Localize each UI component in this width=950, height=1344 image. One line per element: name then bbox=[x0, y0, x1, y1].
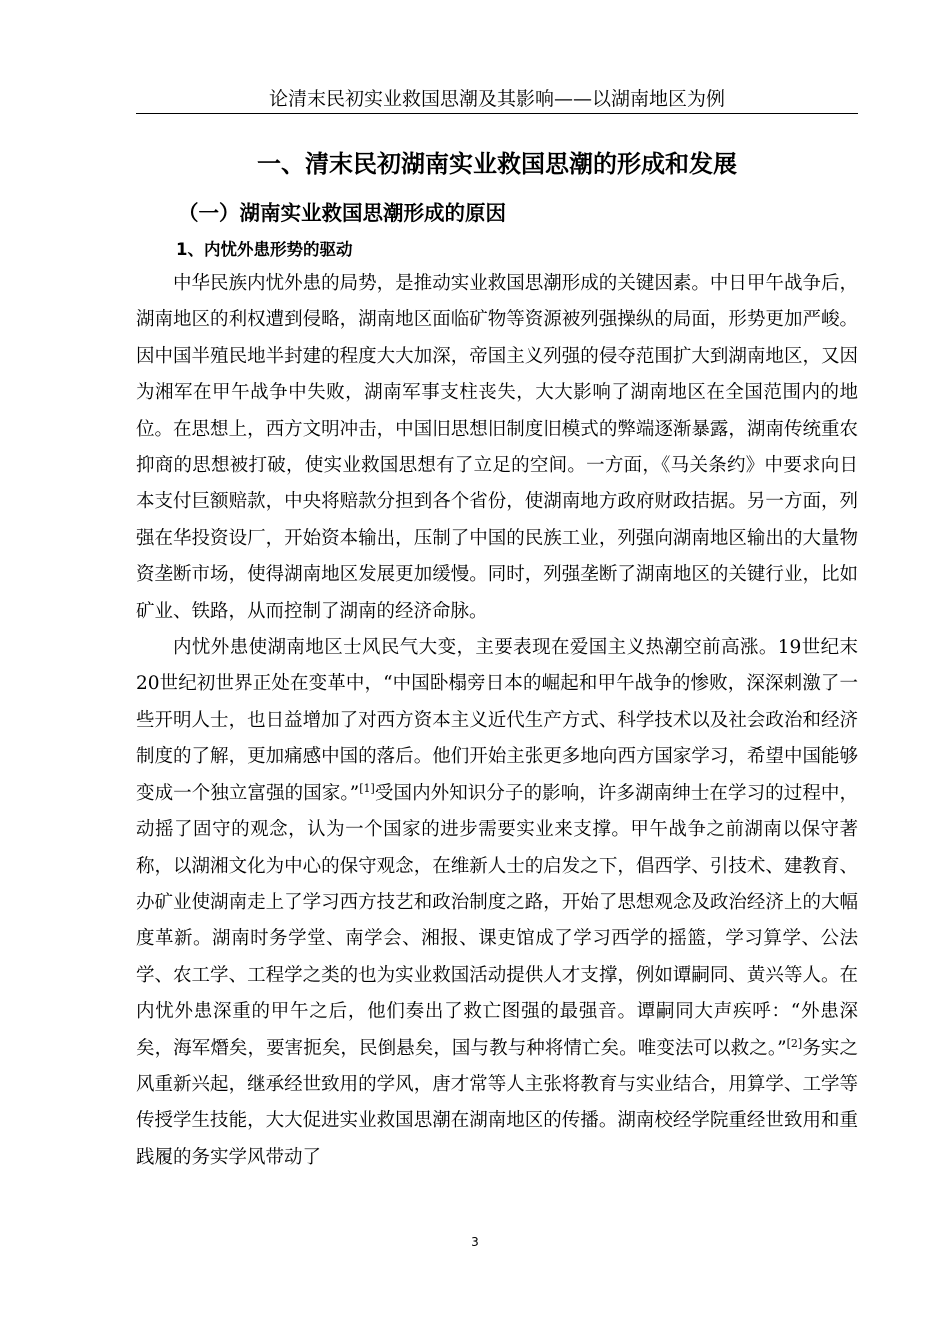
chapter-title: 一、清末民初湖南实业救国思潮的形成和发展 bbox=[257, 150, 737, 178]
header-divider bbox=[136, 113, 858, 114]
paragraph-1: 中华民族内忧外患的局势，是推动实业救国思潮形成的关键因素。中日甲午战争后，湖南地区的利权遭到侵略，湖南地区面临矿物等资源被列强操纵的局面，形势更加严峻。因中国半殖民地半封建的程度大大加深，帝国主义列强的侵夺范围扩大到湖南地区，又因为湘军在甲午战争中失败，湖南军事支柱丧失，大大影响了湖南地区在全国范围内的地位。在思想上，西方文明冲击，中国旧思想旧制度旧模式的弊端逐渐暴露，湖南传统重农抑商的思想被打破，使实业救国思想有了立足的空间。一方面，《马关条约》中要求向日本支付巨额赔款，中央将赔款分担到各个省份，使湖南地方政府财政拮据。另一方面，列强在华投资设厂，开始资本输出，压制了中国的民族工业，列强向湖南地区输出的大量物资垄断市场，使得湖南地区发展更加缓慢。同时，列强垄断了湖南地区的关键行业，比如矿业、铁路，从而控制了湖南的经济命脉。 bbox=[136, 273, 858, 622]
citation-1[interactable]: [1] bbox=[359, 781, 375, 795]
body-text bbox=[136, 266, 858, 1176]
section-title: （一）湖南实业救国思潮形成的原因 bbox=[178, 201, 506, 225]
subsection-title: 1、内忧外患形势的驱动 bbox=[176, 240, 353, 259]
paragraph-2 bbox=[136, 630, 858, 1176]
paragraph-2-part-c: 务实之风重新兴起，继承经世致用的学风，唐才常等人主张将教育与实业结合，用算学、工学等传授学生技能，大大促进实业救国思潮在湖南地区的传播。湖南校经学院重经世致用和重践履的务实学风带动了 bbox=[136, 1037, 858, 1168]
paragraph-2-part-a: 内忧外患使湖南地区士风民气大变，主要表现在爱国主义热潮空前高涨。19世纪末20世纪初世界正处在变革中，“中国卧榻旁日本的崛起和甲午战争的惨败，深深刺激了一些开明人士，也日益增加了对西方资本主义近代生产方式、科学技术以及社会政治和经济制度的了解，更加痛感中国的落后。他们开始主张更多地向西方国家学习，希望中国能够变成一个独立富强的国家。” bbox=[136, 637, 858, 804]
running-header-title: 论清末民初实业救国思潮及其影响——以湖南地区为例 bbox=[268, 88, 725, 110]
page-number: 3 bbox=[471, 1235, 479, 1249]
citation-2[interactable]: [2] bbox=[786, 1036, 803, 1050]
paragraph-2-part-b: 受国内外知识分子的影响，许多湖南绅士在学习的过程中，动摇了固守的观念，认为一个国家的进步需要实业来支撑。甲午战争之前湖南以保守著称，以湖湘文化为中心的保守观念，在维新人士的启发之下，倡西学、引技术、建教育、办矿业使湖南走上了学习西方技艺和政治制度之路，开始了思想观念及政治经济上的大幅度革新。湖南时务学堂、南学会、湘报、课吏馆成了学习西学的摇篮，学习算学、公法学、农工学、工程学之类的也为实业救国活动提供人才支撑，例如谭嗣同、黄兴等人。在内忧外患深重的甲午之后，他们奏出了救亡图强的最强音。谭嗣同大声疾呼：“外患深矣，海军熸矣，要害扼矣，民倒悬矣，国与教与种将情亡矣。唯变法可以救之。” bbox=[136, 782, 858, 1059]
